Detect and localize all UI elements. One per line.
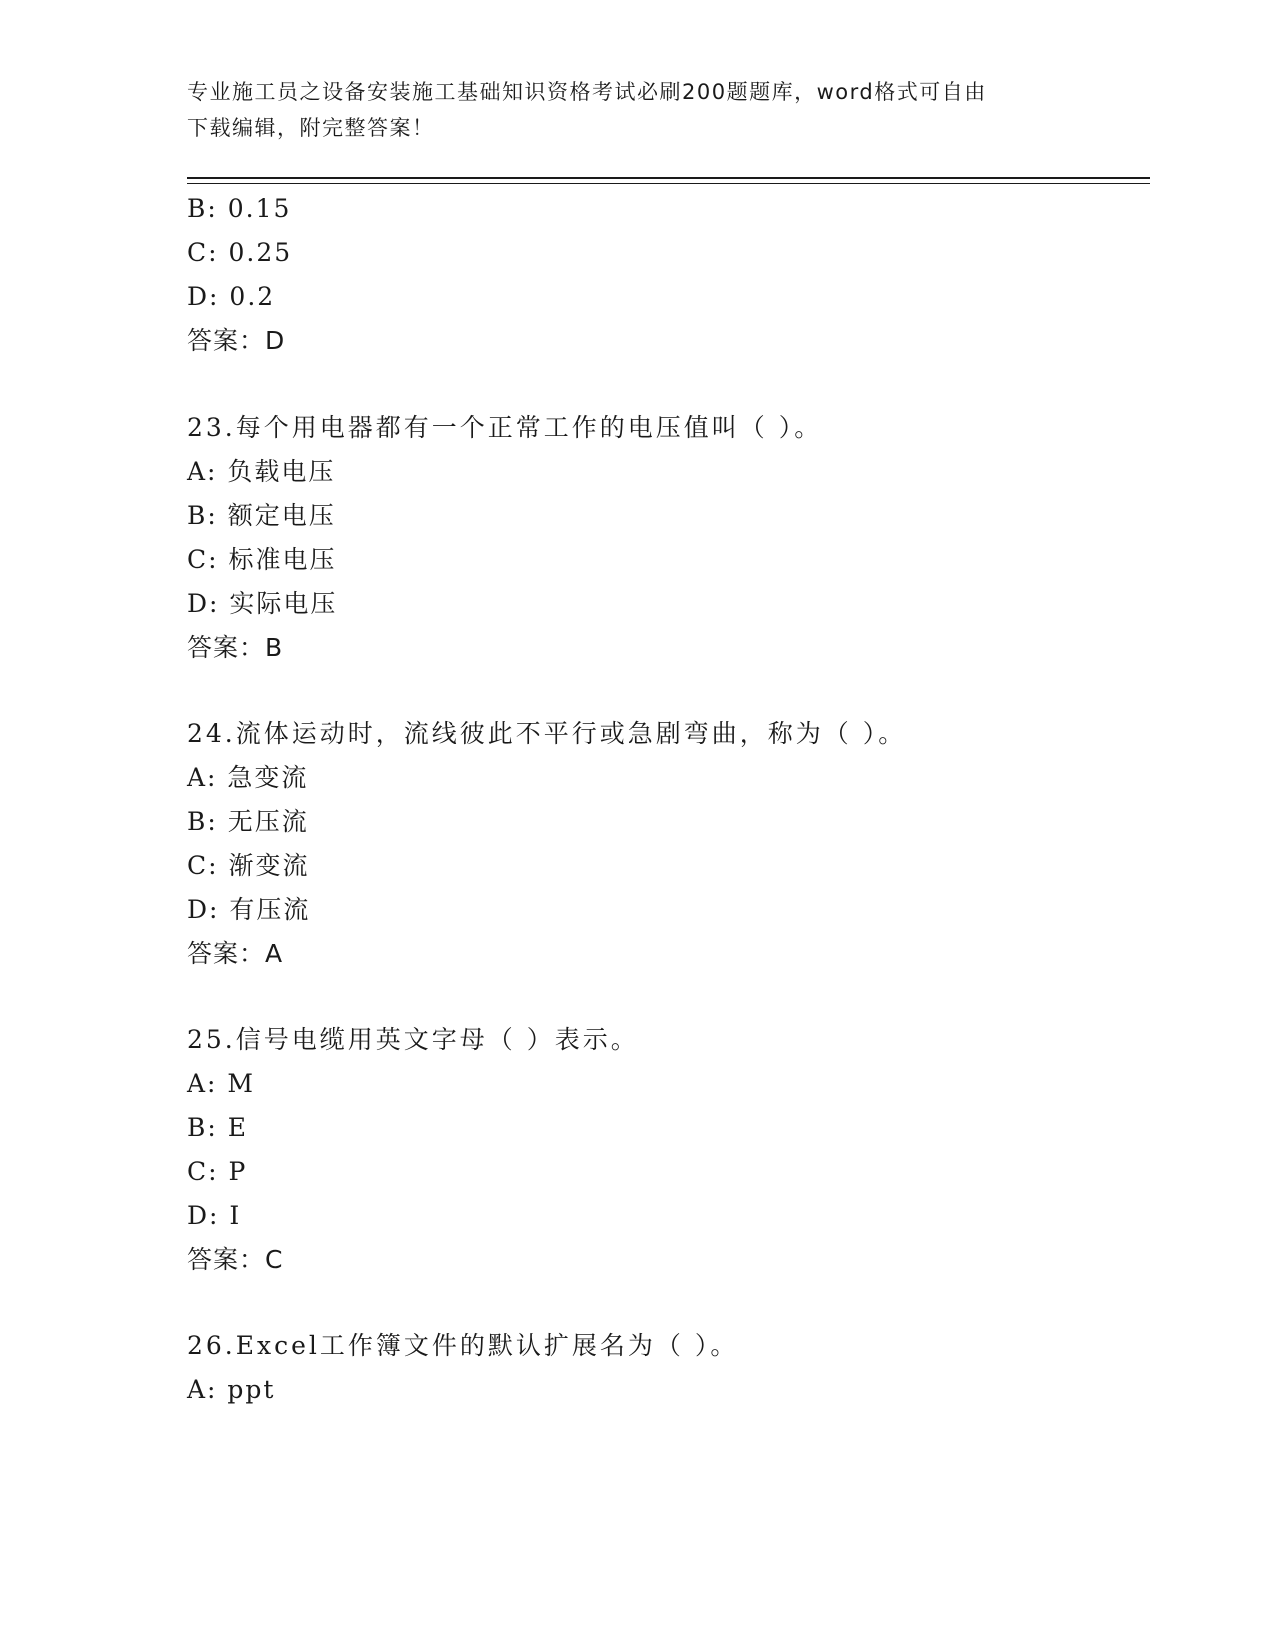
q25-option-d: D: I [187,1201,242,1230]
q24-option-a: A: 急变流 [187,763,309,792]
q22-option-c: C: 0.25 [187,238,293,267]
q25-answer: 答案：C [187,1245,284,1274]
q26-option-a: A: ppt [187,1375,276,1404]
q24-answer: 答案：A [187,939,284,968]
header-divider-thin [187,183,1150,184]
q22-option-b: B: 0.15 [187,194,292,223]
q23-option-d: D: 实际电压 [187,589,338,618]
q22-option-d: D: 0.2 [187,282,276,311]
q24-option-c: C: 渐变流 [187,851,310,880]
q23-option-b: B: 额定电压 [187,501,336,530]
q25-option-b: B: E [187,1113,248,1142]
q23-option-a: A: 负载电压 [187,457,336,486]
q23-answer: 答案：B [187,633,284,662]
q24-option-b: B: 无压流 [187,807,309,836]
q25-question: 25.信号电缆用英文字母（ ）表示。 [187,1025,639,1054]
header-title-line-2: 下载编辑，附完整答案！ [187,116,435,140]
q24-option-d: D: 有压流 [187,895,311,924]
q22-answer: 答案：D [187,326,286,355]
q23-question: 23.每个用电器都有一个正常工作的电压值叫（ ）。 [187,413,823,442]
header-title-line-1: 专业施工员之设备安装施工基础知识资格考试必刷200题题库，word格式可自由 [187,80,987,104]
header-divider-thick [187,177,1150,179]
q23-option-c: C: 标准电压 [187,545,337,574]
q24-question: 24.流体运动时，流线彼此不平行或急剧弯曲，称为（ ）。 [187,719,907,748]
q25-option-c: C: P [187,1157,248,1186]
q26-question: 26.Excel工作簿文件的默认扩展名为（ ）。 [187,1331,739,1360]
q25-option-a: A: M [187,1069,256,1098]
document-header [187,74,1087,146]
